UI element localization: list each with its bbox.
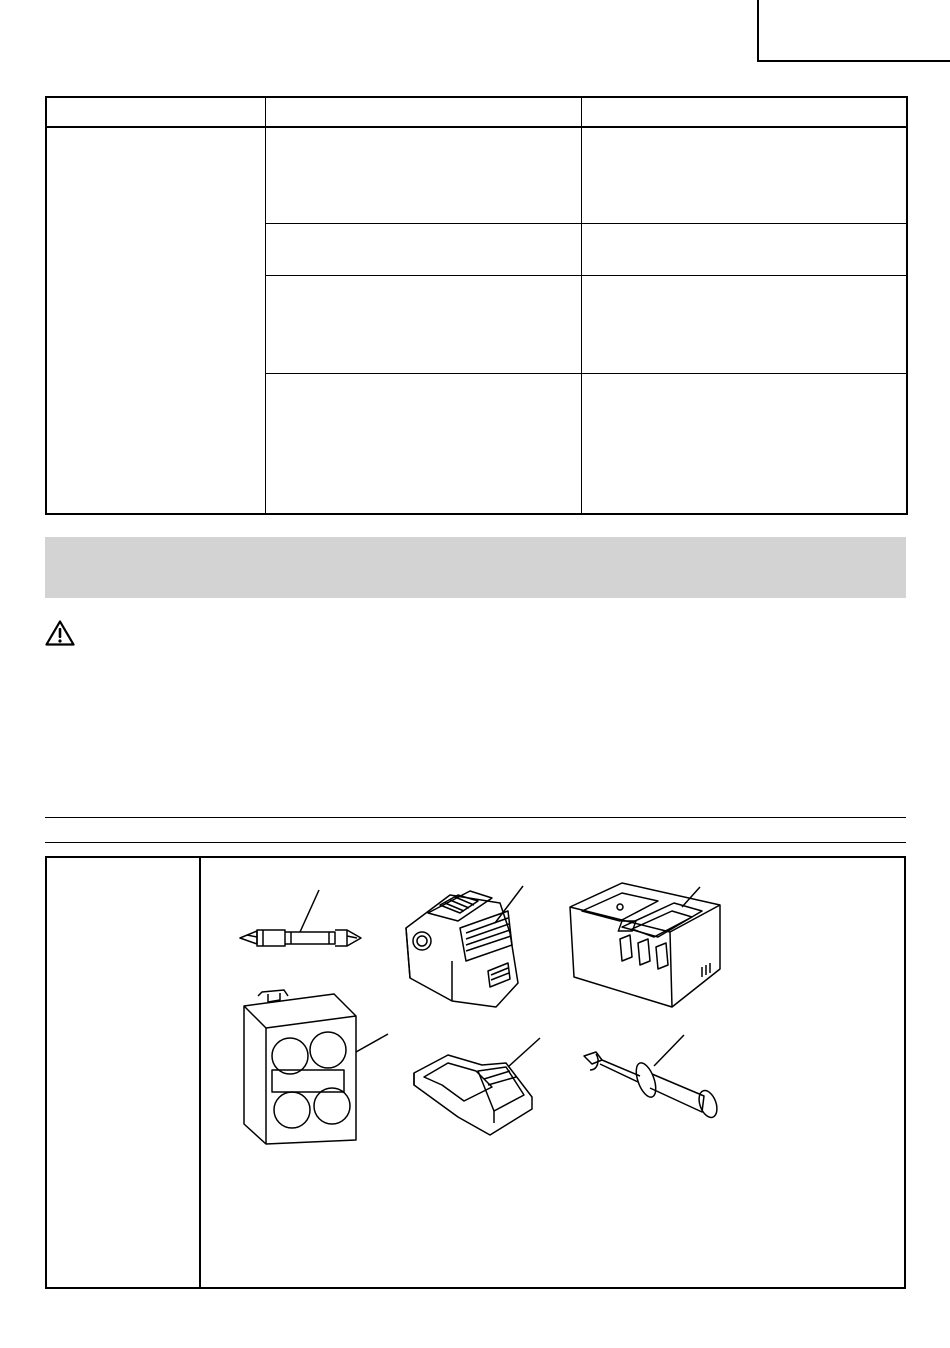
plus-driver-bit-icon	[235, 885, 365, 965]
divider-line	[45, 842, 906, 843]
table-cell-cause	[265, 127, 581, 223]
table-cell-remedy	[581, 275, 907, 373]
warning-triangle-icon	[45, 620, 75, 646]
table-cell-symptom	[46, 127, 265, 514]
table-cell-cause	[265, 223, 581, 275]
accessories-column-divider	[199, 856, 201, 1289]
table-header-row	[46, 97, 907, 127]
side-handle-icon	[578, 1030, 728, 1130]
battery-cover-icon	[408, 1035, 548, 1140]
table-cell-cause	[265, 275, 581, 373]
table-header-remedy	[581, 97, 907, 127]
battery-pack-icon	[400, 883, 530, 1011]
language-tab	[757, 0, 950, 62]
table-header-symptom	[46, 97, 265, 127]
charger-icon	[562, 877, 732, 1012]
carrying-case-icon	[238, 988, 393, 1148]
table-cell-remedy	[581, 373, 907, 514]
table-row	[46, 127, 907, 223]
troubleshooting-table	[45, 96, 908, 515]
divider-line	[45, 817, 906, 818]
table-cell-remedy	[581, 223, 907, 275]
table-header-cause	[265, 97, 581, 127]
section-heading-band	[45, 537, 906, 598]
table-cell-remedy	[581, 127, 907, 223]
table-cell-cause	[265, 373, 581, 514]
